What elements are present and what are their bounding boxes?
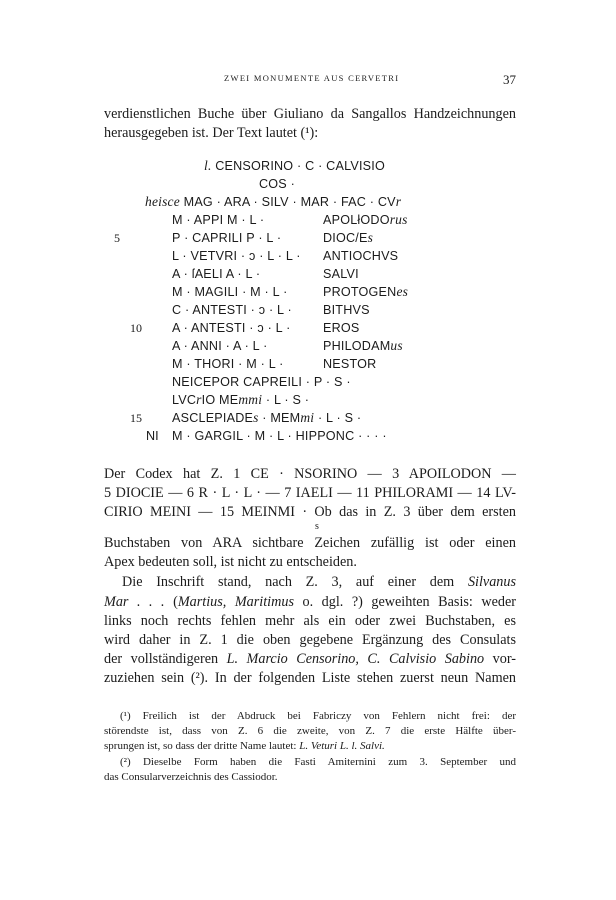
intro-line-1: verdienstlichen Buche über Giuliano da Sangallos Handzeichnungen [104,106,516,122]
footnote-2-line-1: (²) Dieselbe Form haben die Fasti Amiternini zum 3. September und [120,756,516,768]
inscription-line-10b: EROS [323,321,360,335]
line-number-15: 15 [130,411,142,425]
body-p2-line-3: links noch rechts fehlen mehr als ein oder zwei Buchstaben, es [104,613,516,629]
inscription-line-15: ASCLEPIADEs · MEMmi · L · S · [172,410,362,425]
body-p2-line-4: wird daher in Z. 1 die oben gegebene Ergänzung des Consulats [104,632,516,648]
footnote-1-line-3: sprungen ist, so dass der dritte Name lautet: L. Veturi L. l. Salvi. [104,740,385,752]
inscription-line-2: COS · [259,177,295,191]
body-p1-line-1: Der Codex hat Z. 1 CE · NSORINO — 3 APOILODON — [104,466,516,482]
inscription-line-4b: APOLłODOrus [323,212,408,227]
inscription-line-6b: ANTIOCHVS [323,249,399,263]
body-p2-line-1: Die Inschrift stand, nach Z. 3, auf einer dem Silvanus [122,574,517,590]
inscription-line-5b: DIOC/Es [323,230,374,245]
inscription-line-7b: SALVI [323,267,359,281]
line-number-16: NI [146,429,159,443]
body-p1-superscript-s: s [315,521,319,532]
inscription-line-12b: NESTOR [323,357,377,371]
inscription-line-9a: C · ANTESTI · ↄ · L · [172,303,292,317]
inscription-line-11b: PHILODAMus [323,338,403,353]
inscription-line-13: NEICEPOR CAPREILI · P · S · [172,375,351,389]
inscription-line-14: LVCrIO MEmmi · L · S · [172,392,310,407]
inscription-line-5a: P · CAPRILI P · L · [172,231,282,245]
body-p2-line-5: der vollständigeren L. Marcio Censorino, C. Calvisio Sabino vor- [104,651,516,667]
line-number-10: 10 [130,321,142,335]
inscription-line-8b: PROTOGENes [323,284,409,299]
inscription-line-1: l. CENSORINO · C · CALVISIO [204,158,385,173]
running-title: ZWEI MONUMENTE AUS CERVETRI [224,73,400,83]
inscription-line-16: M · GARGIL · M · L · HIPPONC · · · · [172,429,387,443]
body-p1-line-4: Buchstaben von ARA sichtbare Zeichen zufällig ist oder einen [104,535,516,551]
page-header [104,73,516,87]
intro-line-2: herausgegeben ist. Der Text lautet (¹): [104,125,319,141]
page-number: 37 [503,72,516,87]
footnote-1-line-2: störendste ist, dass von Z. 6 die zweite, von Z. 7 die erste Hälfte über- [104,725,516,737]
inscription-line-7a: A · ſAELI A · L · [172,267,261,281]
body-p1-line-3: CIRIO MEINI — 15 MEINMI · Ob das in Z. 3 über dem ersten [104,504,516,520]
inscription-line-9b: BITHVS [323,303,370,317]
inscription-line-3: heisce MAG · ARA · SILV · MAR · FAC · CVr [145,194,402,209]
inscription-line-4a: M · APPI M · L · [172,213,265,227]
inscription-line-10a: A · ANTESTI · ↄ · L · [172,321,291,335]
inscription-line-8a: M · MAGILI · M · L · [172,285,288,299]
body-p2-line-2: Mar . . . (Martius, Maritimus o. dgl. ?) geweihten Basis: weder [104,594,517,610]
inscription-line-11a: A · ANNI · A · L · [172,339,268,353]
footnote-2-line-2: das Consularverzeichnis des Cassiodor. [104,771,278,783]
inscription-line-12a: M · THORI · M · L · [172,357,284,371]
body-p2-line-6: zuziehen sein (²). In der folgenden Liste stehen zuerst neun Namen [104,670,516,686]
body-p1-line-2: 5 DIOCIE — 6 R · L · L · — 7 IAELI — 11 PHILORAMI — 14 LV- [104,485,516,501]
inscription-line-6a: L · VETVRI · ↄ · L · L · [172,249,301,263]
footnote-1-line-1: (¹) Freilich ist der Abdruck bei Fabriczy von Fehlern nicht frei: der [120,710,516,722]
line-number-5: 5 [114,231,120,245]
body-p1-line-5: Apex bedeuten soll, ist nicht zu entscheiden. [104,554,357,570]
